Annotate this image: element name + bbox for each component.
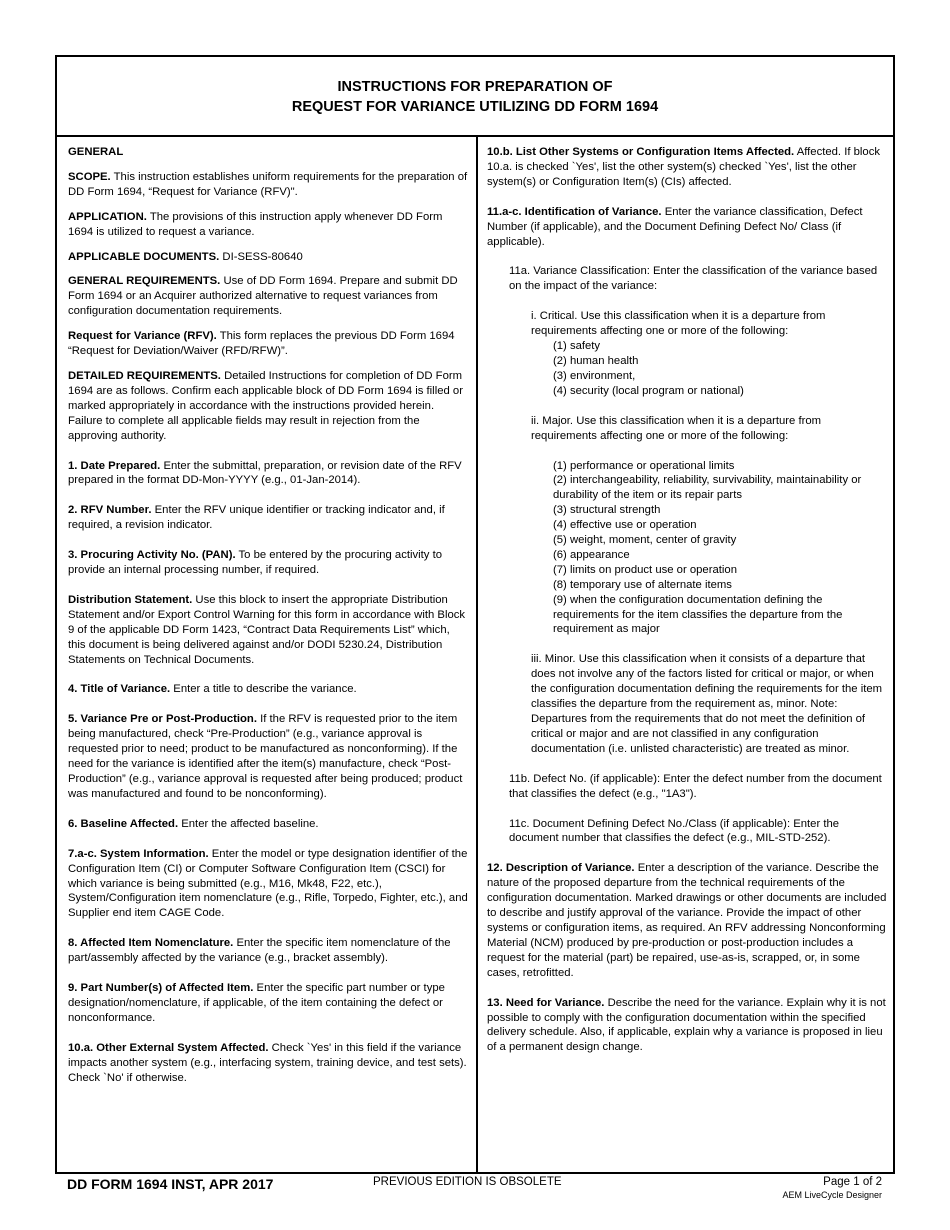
applicable-docs-section	[68, 250, 468, 265]
item-7	[68, 847, 468, 922]
item-1	[68, 459, 468, 489]
critical-item: (4) security (local program or national)	[553, 384, 744, 397]
left-column	[68, 145, 468, 1096]
scope-section	[68, 170, 468, 200]
item-5-label: 5. Variance Pre or Post-Production.	[68, 713, 257, 726]
minor-text: iii. Minor. Use this classification when it consists of a departure that does not involve any of the factors listed for critical or major, or when the configuration documentation defining the requirements for the item classifies the departure from the requirement as, minor. Note: Departures from the requirements that do not meet the definition of critical or major and are not classified in any configuration documentation (i.e. unlisted characteristic) are treated as minor.	[531, 653, 883, 755]
item-3-text: To be entered by the procuring activity to provide an internal processing number, if required.	[68, 549, 442, 577]
item-3	[68, 548, 468, 578]
general-req-section	[68, 274, 468, 319]
item-8-text: Enter the specific item nomenclature of the part/assembly affected by the variance (e.g., bracket assembly).	[68, 937, 451, 965]
column-divider	[476, 135, 478, 1172]
distribution-statement	[68, 593, 468, 668]
critical-item: (2) human health	[553, 354, 639, 367]
critical-item: (1) safety	[553, 340, 601, 353]
item-13-label: 13. Need for Variance.	[487, 996, 605, 1009]
item-8	[68, 936, 468, 966]
item-11a: 11a. Variance Classification: Enter the classification of the variance based on the impact of the variance:	[509, 265, 878, 293]
rfv-label: Request for Variance (RFV).	[68, 330, 217, 343]
item-5	[68, 712, 468, 801]
application-section	[68, 210, 468, 240]
rfv-section	[68, 329, 468, 359]
applicable-docs-text: DI-SESS-80640	[222, 250, 303, 263]
scope-label: SCOPE.	[68, 170, 111, 183]
item-5-text: If the RFV is requested prior to the item being manufactured, check “Pre-Production” (e.g., variance approval is requested prior to need; product to be manufactured as nonconforming). If the need for the variance is identified after the item(s) manufacture, check “Post-Production” (e.g., variance approval is requested after being produced; product was manufactured and found to be nonconforming).	[68, 713, 463, 800]
item-13	[487, 996, 887, 1056]
major-item: (3) structural strength	[553, 504, 661, 517]
major-item: (6) appearance	[553, 548, 630, 561]
title-line-1: INSTRUCTIONS FOR PREPARATION OF	[337, 79, 613, 95]
detailed-label: DETAILED REQUIREMENTS.	[68, 369, 221, 382]
critical-item: (3) environment,	[553, 369, 636, 382]
item-4-text: Enter a title to describe the variance.	[173, 683, 357, 696]
major-list	[553, 459, 887, 638]
item-13-text: Describe the need for the variance. Explain why it is not possible to comply with the configuration documentation within the specified delivery schedule. Also, if applicable, explain why a variance is proposed in lieu of a permanent design change.	[487, 996, 886, 1054]
major-item: (4) effective use or operation	[553, 519, 697, 532]
item-11-text: Enter the variance classification, Defect Number (if applicable), and the Document Defining Defect No/ Class (if applicable).	[487, 205, 863, 248]
dist-text: Use this block to insert the appropriate Distribution Statement and/or Export Control Warning for this form in accordance with Block 9 of the applicable DD Form 1423, “Contract Data Requirements List” which, this document is being delivered against and/or DODI 5230.24, Distribution Statements on Technical Documents.	[68, 593, 466, 666]
item-12-label: 12. Description of Variance.	[487, 862, 635, 875]
item-3-label: 3. Procuring Activity No. (PAN).	[68, 549, 236, 562]
major-item: (7) limits on product use or operation	[553, 563, 737, 576]
general-req-label: GENERAL REQUIREMENTS.	[68, 275, 221, 288]
item-11-label-2: Variance.	[611, 205, 662, 218]
item-7-label: 7.a-c. System Information.	[68, 847, 209, 860]
critical-text: i. Critical. Use this classification when it is a departure from requirements affecting one or more of the following:	[531, 310, 826, 338]
major-item: (1) performance or operational limits	[553, 459, 735, 472]
application-text: The provisions of this instruction apply whenever DD Form 1694 is utilized to request a variance.	[68, 210, 443, 238]
obsolete-notice: PREVIOUS EDITION IS OBSOLETE	[373, 1176, 562, 1188]
page-footer	[0, 1176, 950, 1230]
dist-label: Distribution Statement.	[68, 593, 193, 606]
item-7-text: Enter the model or type designation identifier of the Configuration Item (CI) or Computer Software Configuration Item (CSCI) for which variance is being submitted (e.g., M16, Mk48, F22, etc.), System/Configuration item nomenclature (e.g., Rifle, Torpedo, Fighter, etc.), and Supplier end item CAGE Code.	[68, 847, 468, 920]
item-9	[68, 981, 468, 1026]
major-item: (9) when the configuration documentation defining the requirements for the item classifies the departure from the requirement as major	[553, 593, 843, 636]
critical-list	[553, 339, 887, 399]
detailed-req-section	[68, 369, 468, 444]
form-title-box	[57, 57, 893, 137]
title-line-2: REQUEST FOR VARIANCE UTILIZING DD FORM 1694	[291, 99, 659, 115]
item-10b	[487, 145, 887, 190]
item-8-label: 8. Affected Item Nomenclature.	[68, 937, 234, 950]
general-req-text: Use of DD Form 1694. Prepare and submit DD Form 1694 or an Acquirer authorized alternative to request variances from configuration documentation requirements.	[68, 275, 458, 318]
instruction-form	[55, 55, 895, 1174]
item-4	[68, 682, 468, 697]
item-12-text: Enter a description of the variance. Describe the nature of the proposed departure from the technical requirements of the configuration documentation. Marked drawings or other documents are included to describe and justify approval of the variance. Provide the impact of other systems or configuration items, as required. An RFV addressing Nonconforming Material (NCM) produced by pre-production or post-production includes a request for the material (part) be repaired, use-as-is, scrapped, or, in some cases, retrofitted.	[487, 862, 887, 979]
item-10b-label: 10.b. List Other Systems or Configuration Items Affected.	[487, 146, 795, 158]
general-heading: GENERAL	[68, 146, 124, 158]
item-6-label: 6. Baseline Affected.	[68, 817, 179, 830]
item-2	[68, 503, 468, 533]
item-11	[487, 205, 887, 250]
item-4-label: 4. Title of Variance.	[68, 683, 171, 696]
major-item: (5) weight, moment, center of gravity	[553, 534, 737, 547]
major-item: (8) temporary use of alternate items	[553, 578, 732, 591]
item-11b: 11b. Defect No. (if applicable): Enter the defect number from the document that classifies the defect (e.g., "1A3").	[509, 772, 882, 800]
item-1-label: 1. Date Prepared.	[68, 459, 161, 472]
item-11c: 11c. Document Defining Defect No./Class (if applicable): Enter the document number that classifies the defect (e.g., MIL-STD-252).	[509, 817, 840, 845]
item-10a-label: 10.a. Other External System Affected.	[68, 1041, 269, 1054]
major-text: ii. Major. Use this classification when it is a departure from requirements affecting one or more of the following:	[531, 414, 822, 442]
applicable-docs-label: APPLICABLE DOCUMENTS.	[68, 250, 220, 263]
item-2-label: 2. RFV Number.	[68, 504, 152, 517]
scope-text: This instruction establishes uniform requirements for the preparation of DD Form 1694, “Request for Variance (RFV)".	[68, 170, 468, 198]
item-10a	[68, 1041, 468, 1086]
designer-credit: AEM LiveCycle Designer	[782, 1190, 882, 1200]
right-column	[487, 145, 887, 1065]
major-item: (2) interchangeability, reliability, survivability, maintainability or durability of the item or its repair parts	[553, 474, 862, 502]
item-10a-text: Check `Yes' in this field if the variance impacts another system (e.g., interfacing system, training device, and test sets). Check `No' if otherwise.	[68, 1041, 467, 1084]
item-9-label: 9. Part Number(s) of Affected Item.	[68, 982, 254, 995]
item-12	[487, 861, 887, 980]
item-6-text: Enter the affected baseline.	[181, 817, 319, 830]
page-number: Page 1 of 2	[823, 1176, 882, 1188]
item-1-text: Enter the submittal, preparation, or revision date of the RFV prepared in the format DD-Mon-YYYY (e.g., 01-Jan-2014).	[68, 459, 462, 487]
item-10b-text: Affected. If block 10.a. is checked `Yes', list the other system(s) checked `Yes', list the other system(s) or Configuration Item(s) (CIs) affected.	[487, 146, 880, 188]
detailed-text: Detailed Instructions for completion of DD Form 1694 are as follows. Confirm each applicable block of DD Form 1694 is filled or marked appropriately in accordance with the instructions provided herein. Failure to complete all applicable fields may result in rejection from the approving authority.	[68, 369, 463, 442]
item-9-text: Enter the specific part number or type designation/nomenclature, if applicable, of the item containing the defect or nonconformance.	[68, 982, 445, 1024]
item-11-label: 11.a-c. Identification of	[487, 205, 609, 218]
application-label: APPLICATION.	[68, 210, 147, 223]
form-identifier: DD FORM 1694 INST, APR 2017	[67, 1176, 274, 1192]
item-2-text: Enter the RFV unique identifier or tracking indicator and, if required, a revision indicator.	[68, 504, 445, 532]
rfv-text: This form replaces the previous DD Form 1694 “Request for Deviation/Waiver (RFD/RFW)”.	[68, 330, 455, 358]
item-6	[68, 817, 468, 832]
